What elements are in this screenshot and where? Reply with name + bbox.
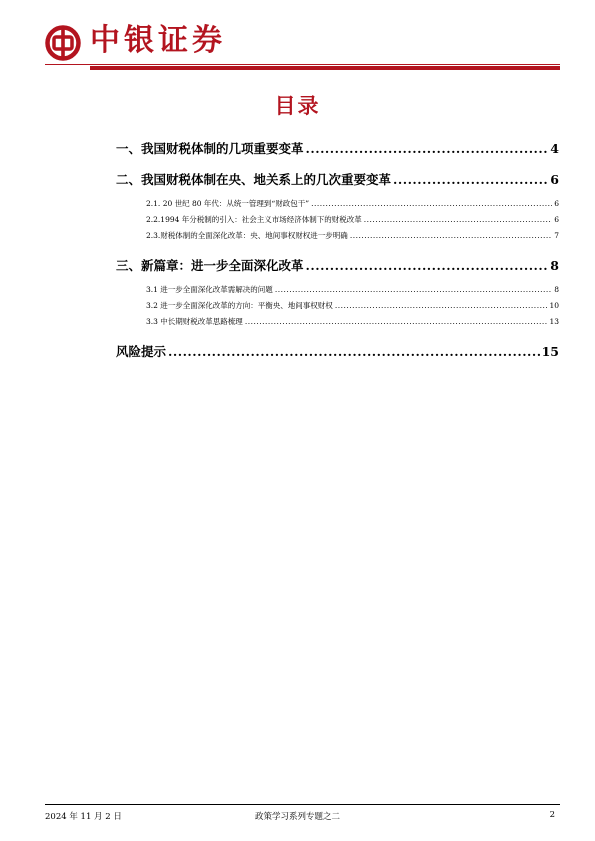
toc-entry-page: 10: [549, 301, 559, 310]
toc-entry-label: 2.2.1994 年分税制的引入：社会主义市场经济体制下的财税改革: [146, 215, 362, 224]
toc-entry-label: 2.3.财税体制的全面深化改革：央、地间事权财权进一步明确: [146, 231, 348, 240]
footer-page-number: 2: [549, 810, 555, 820]
header-rule: [45, 64, 560, 65]
boc-logo-icon: [45, 25, 81, 61]
toc-entry-label: 3.1 进一步全面深化改革需解决的问题: [146, 285, 273, 294]
toc-entry-label: 3.2 进一步全面深化改革的方向：平衡央、地间事权财权: [146, 301, 333, 310]
dot-leader: [245, 317, 548, 326]
dot-leader: [350, 231, 552, 240]
dot-leader: [306, 141, 549, 156]
toc-entry-page: 6: [554, 199, 559, 208]
toc-entry-2-3[interactable]: [146, 230, 559, 241]
dot-leader: [364, 215, 552, 224]
toc-entry-label: 一、我国财税体制的几项重要变革: [116, 141, 304, 156]
dot-leader: [311, 199, 552, 208]
toc-entry-page: 6: [554, 215, 559, 224]
toc-entry-section-3[interactable]: [116, 256, 559, 274]
toc-entry-2-1[interactable]: [146, 198, 559, 209]
header-accent-bar: [90, 66, 560, 70]
dot-leader: [306, 258, 549, 273]
toc-entry-2-2[interactable]: [146, 214, 559, 225]
toc-entry-label: 三、新篇章：进一步全面深化改革: [116, 258, 304, 273]
toc-entry-3-2[interactable]: [146, 300, 559, 311]
toc-title: 目录: [274, 94, 321, 118]
footer-series: 政策学习系列专题之二: [254, 812, 340, 822]
footer-date: 2024 年 11 月 2 日: [45, 812, 122, 822]
page-header: [0, 0, 595, 80]
dot-leader: [168, 344, 540, 359]
toc-entry-page: 6: [550, 172, 559, 187]
footer-rule: [45, 804, 560, 805]
dot-leader: [275, 285, 552, 294]
toc-entry-page: 15: [541, 344, 559, 359]
dot-leader: [335, 301, 548, 310]
toc-entry-risk[interactable]: [116, 342, 559, 360]
toc-entry-section-2[interactable]: [116, 170, 559, 188]
toc-entry-page: 8: [554, 285, 559, 294]
toc-entry-3-1[interactable]: [146, 284, 559, 295]
toc-entry-page: 4: [550, 141, 559, 156]
brand-name: 中银证券: [90, 23, 226, 58]
toc-entry-label: 风险提示: [116, 344, 167, 359]
toc-entry-label: 二、我国财税体制在央、地关系上的几次重要变革: [116, 172, 392, 187]
toc-entry-section-1[interactable]: [116, 139, 559, 157]
toc-entry-3-3[interactable]: [146, 316, 559, 327]
toc-entry-label: 2.1. 20 世纪 80 年代：从统一管理到“财政包干”: [146, 199, 310, 208]
toc-entry-page: 13: [549, 317, 559, 326]
toc-entry-page: 8: [550, 258, 559, 273]
dot-leader: [393, 172, 548, 187]
toc-entry-page: 7: [554, 231, 559, 240]
toc-entry-label: 3.3 中长期财税改革思路梳理: [146, 317, 243, 326]
